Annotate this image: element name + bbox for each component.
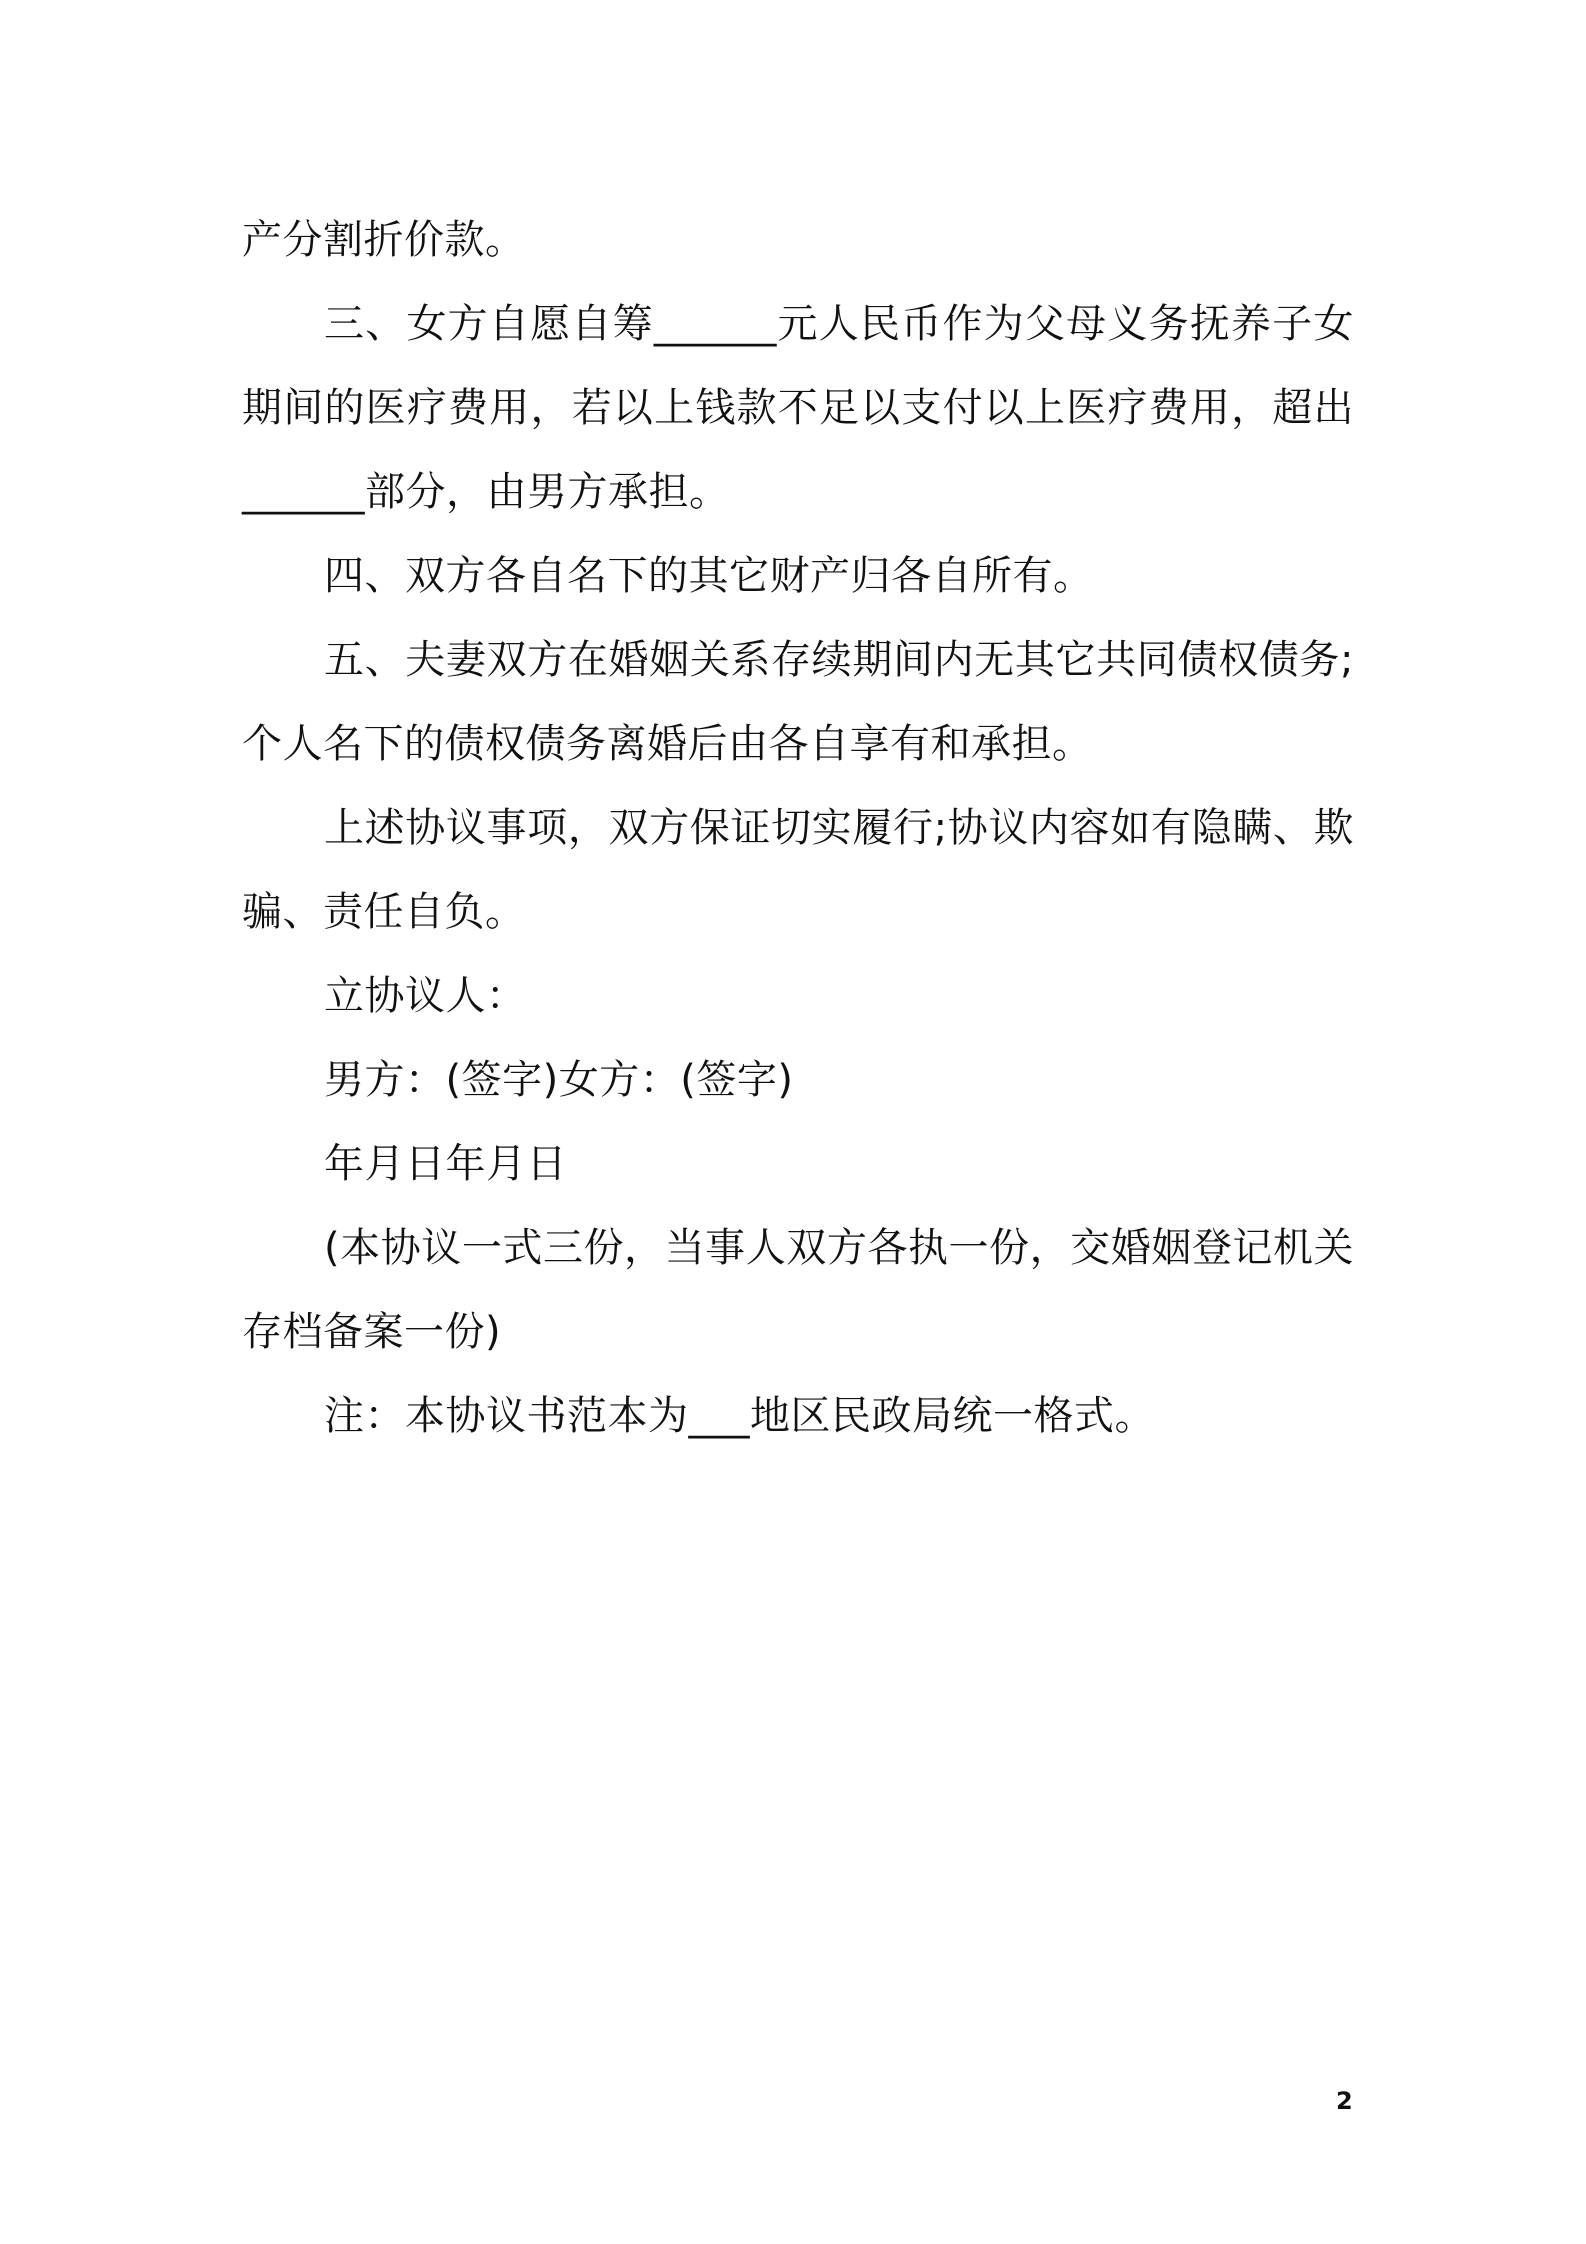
paragraph-clause-five-debts: 五、夫妻双方在婚姻关系存续期间内无其它共同债权债务;个人名下的债权债务离婚后由各自享有和承担。: [242, 637, 1354, 767]
page-number: 2: [1336, 2087, 1353, 2115]
document-body: [242, 198, 1354, 1458]
paragraph-clause-three-medical-costs: 三、女方自愿自筹______元人民币作为父母义务抚养子女期间的医疗费用，若以上钱款不足以支付以上医疗费用，超出______部分，由男方承担。: [242, 301, 1354, 515]
paragraph-performance-guarantee: 上述协议事项，双方保证切实履行;协议内容如有隐瞒、欺骗、责任自负。: [242, 805, 1354, 935]
paragraph-clause-four-separate-property: 四、双方各自名下的其它财产归各自所有。: [324, 553, 1094, 599]
paragraph-copies-note: (本协议一式三份，当事人双方各执一份，交婚姻登记机关存档备案一份): [242, 1225, 1354, 1355]
paragraph-signatories-label: 立协议人：: [324, 973, 527, 1019]
paragraph-date-lines: 年月日年月日: [324, 1141, 567, 1187]
paragraph-signature-lines: 男方：(签字)女方：(签字): [324, 1057, 794, 1103]
paragraph-template-note: 注：本协议书范本为___地区民政局统一格式。: [324, 1393, 1155, 1439]
paragraph-property-compensation: 产分割折价款。: [242, 217, 526, 263]
